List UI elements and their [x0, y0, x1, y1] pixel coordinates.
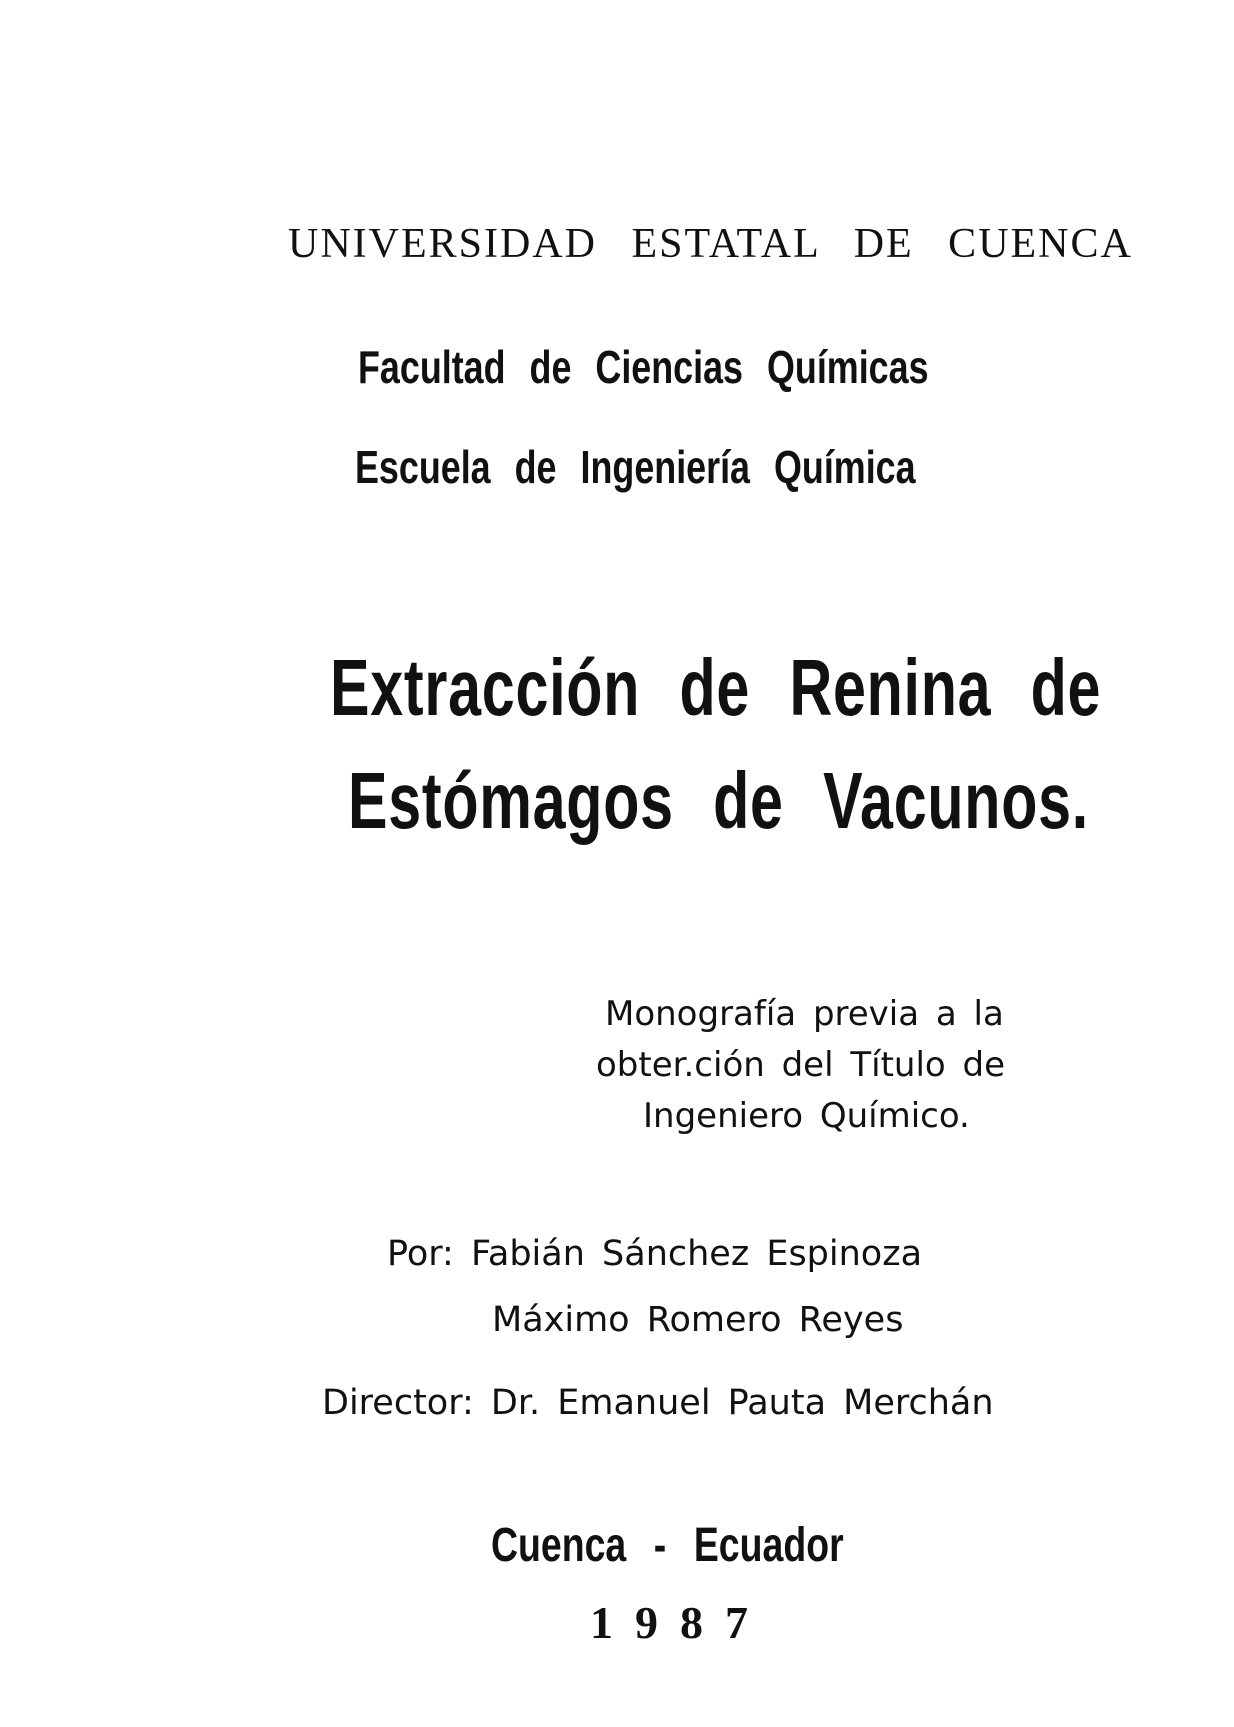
description-line-2: obter.ción del Título de	[596, 1045, 1005, 1085]
description-line-3: Ingeniero Químico.	[643, 1096, 970, 1136]
place-line: Cuenca - Ecuador	[491, 1519, 844, 1572]
faculty-name: Facultad de Ciencias Químicas	[358, 341, 929, 393]
university-name: UNIVERSIDAD ESTATAL DE CUENCA	[288, 221, 1133, 267]
director-line: Director: Dr. Emanuel Pauta Merchán	[322, 1383, 994, 1423]
year-line: 1987	[590, 1597, 770, 1648]
authors-line-2: Máximo Romero Reyes	[492, 1300, 904, 1340]
authors-line-1: Por: Fabián Sánchez Espinoza	[387, 1234, 923, 1274]
school-name: Escuela de Ingeniería Química	[355, 441, 916, 493]
description-line-1: Monografía previa a la	[605, 994, 1004, 1034]
thesis-title-line-2: Estómagos de Vacunos.	[348, 756, 1089, 845]
thesis-title-line-1: Extracción de Renina de	[330, 643, 1102, 732]
